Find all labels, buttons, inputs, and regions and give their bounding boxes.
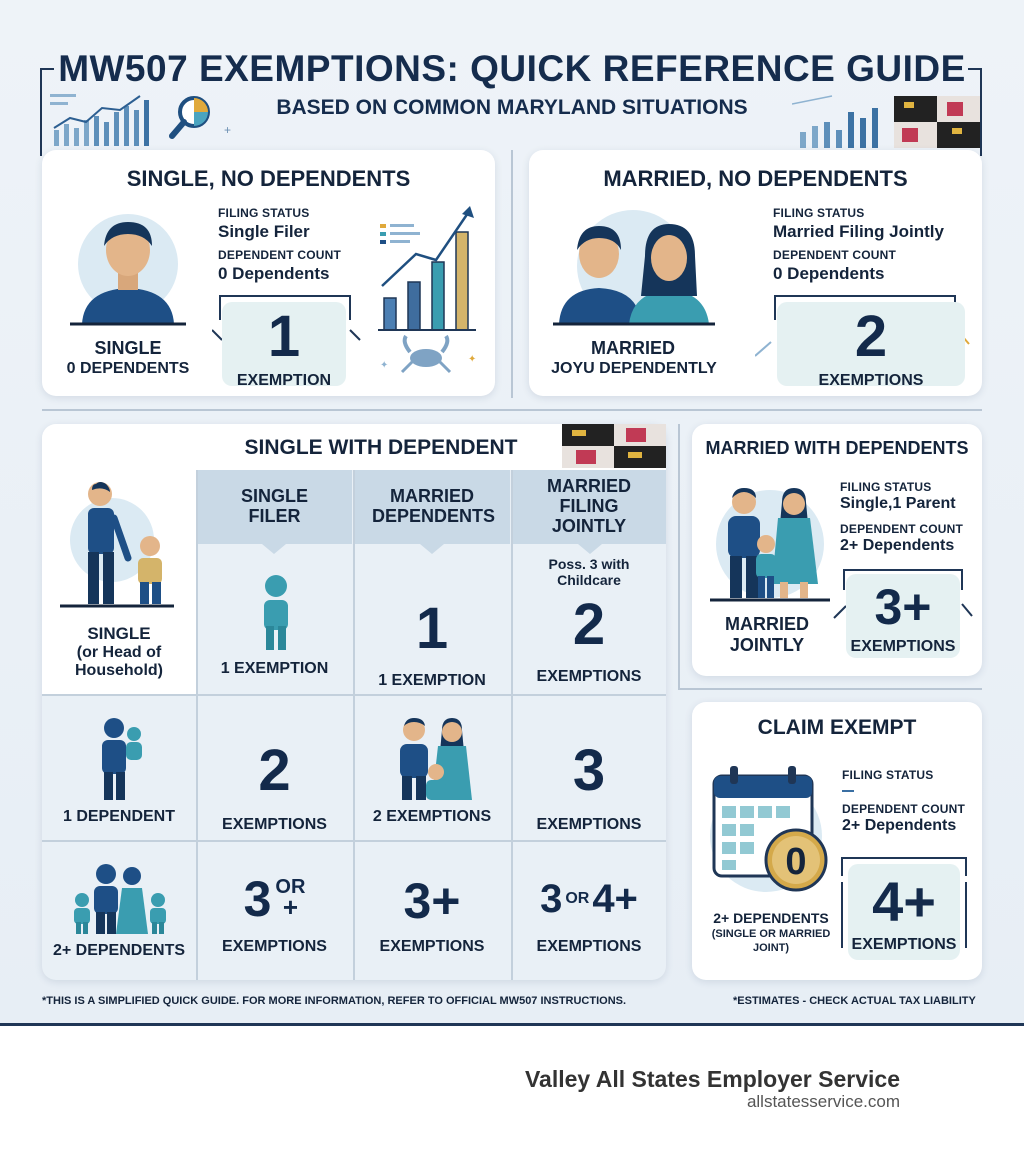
calendar-zero: 0 xyxy=(785,841,807,883)
cell-or: OR xyxy=(275,876,306,899)
chevron-down-icon xyxy=(578,544,602,554)
caption-dependently: JOYU DEPENDENTLY xyxy=(551,360,717,377)
cell-label: EXEMPTIONS xyxy=(536,668,642,686)
cell-r1-c2 xyxy=(354,596,510,690)
dependent-count-value: 0 Dependents xyxy=(773,264,885,283)
page-title: MW507 EXEMPTIONS: QUICK REFERENCE GUIDE xyxy=(58,48,966,89)
column-header-married-filing-jointly xyxy=(512,470,666,544)
cell-r3-c2 xyxy=(354,873,510,956)
grid-line xyxy=(42,840,666,842)
filing-status-value: Married Filing Jointly xyxy=(773,222,944,241)
cell-or: OR xyxy=(565,890,590,907)
filing-status-value: Single,1 Parent xyxy=(840,495,956,512)
cell-number: 2 xyxy=(572,592,606,658)
married-couple-icon xyxy=(549,206,719,330)
cell-r3-c3 xyxy=(512,876,666,956)
column-header-label: MARRIED DEPENDENTS xyxy=(372,486,496,526)
dependent-count-label: DEPENDENT COUNT xyxy=(218,248,342,262)
brand-name: Valley All States Employer Service xyxy=(524,1066,900,1092)
table-title: SINGLE WITH DEPENDENT xyxy=(244,436,518,459)
cell-number: 3 xyxy=(243,871,272,927)
family-with-child-icon xyxy=(706,480,836,604)
cell-number: 1 xyxy=(415,596,449,661)
cell-label: 2 EXEMPTIONS xyxy=(372,808,492,825)
row-label-1-dependent: 1 DEPENDENT xyxy=(62,808,176,825)
filing-status-label: FILING STATUS xyxy=(218,206,310,220)
caption-single: SINGLE xyxy=(94,338,162,358)
cell-label: 1 EXEMPTION xyxy=(378,672,486,689)
caption-jointly: JOINTLY xyxy=(729,635,805,655)
cell-r2-c3 xyxy=(512,738,666,834)
card-claim-exempt xyxy=(692,702,982,980)
divider xyxy=(511,150,513,398)
dependent-count-label: DEPENDENT COUNT xyxy=(842,802,966,816)
filing-status-value: Single Filer xyxy=(218,222,310,241)
exemption-box xyxy=(777,302,965,389)
exemption-box xyxy=(222,302,346,389)
row-label-household: Household) xyxy=(75,662,163,679)
footer-note-left: *THIS IS A SIMPLIFIED QUICK GUIDE. FOR MORE INFORMATION, REFER TO OFFICIAL MW507 INSTRUCTIONS. xyxy=(42,995,627,1007)
cell-label: EXEMPTIONS xyxy=(536,938,642,955)
row-label-single: SINGLE xyxy=(87,624,151,643)
cell-label: EXEMPTIONS xyxy=(222,938,327,955)
cell-number: 3 xyxy=(572,738,606,803)
cell-plus: + xyxy=(282,892,298,923)
column-header-label: SINGLE FILER xyxy=(240,486,308,526)
cell-number: 3+ xyxy=(403,873,461,929)
cell-label: EXEMPTIONS xyxy=(222,816,327,833)
crab-icon xyxy=(380,336,476,372)
maryland-flag-chart-icon xyxy=(792,92,982,154)
card-married-no-dependents xyxy=(529,150,982,396)
caption-joint: JOINT) xyxy=(752,942,790,954)
bar-chart-icon xyxy=(50,92,160,148)
parent-child-icon xyxy=(58,476,182,612)
cell-label: EXEMPTIONS xyxy=(379,938,485,955)
row-label-head-of: (or Head of xyxy=(76,644,162,661)
exemption-label: EXEMPTIONS xyxy=(818,372,924,389)
filing-status-label: FILING STATUS xyxy=(840,480,932,494)
dependent-count-label: DEPENDENT COUNT xyxy=(840,522,964,536)
person-icon xyxy=(256,574,296,652)
caption-2-plus-dependents: 2+ DEPENDENTS xyxy=(713,910,829,926)
chevron-down-icon xyxy=(420,544,444,554)
cell-note: Poss. 3 with Childcare xyxy=(548,556,630,589)
dependent-count-label: DEPENDENT COUNT xyxy=(773,248,897,262)
column-header-label: MARRIED FILING JOINTLY xyxy=(547,476,631,536)
filing-status-label: FILING STATUS xyxy=(842,768,934,782)
cell-r1-c3 xyxy=(512,556,666,686)
exemption-box xyxy=(846,574,960,658)
grid-line xyxy=(42,694,666,696)
exemption-box xyxy=(848,864,960,960)
divider xyxy=(678,424,680,690)
card-married-with-dependents xyxy=(692,424,982,676)
brand-url[interactable]: allstatesservice.com xyxy=(746,1092,900,1111)
caption-married: MARRIED xyxy=(725,614,809,634)
exemption-label: EXEMPTIONS xyxy=(850,638,956,655)
cell-r3-c1 xyxy=(197,871,352,956)
column-header-single-filer xyxy=(197,470,352,544)
cell-label: 1 EXEMPTION xyxy=(220,660,329,677)
growth-chart-icon xyxy=(376,202,486,382)
cell-r2-c1 xyxy=(197,738,352,834)
calendar-icon xyxy=(704,762,834,896)
cell-number: 3 xyxy=(540,877,563,921)
page-subtitle: BASED ON COMMON MARYLAND SITUATIONS xyxy=(276,96,748,119)
magnifier-icon xyxy=(168,94,238,144)
exemption-label: EXEMPTIONS xyxy=(851,936,957,953)
cell-r1-c1 xyxy=(197,660,352,678)
exemption-number: 2 xyxy=(854,304,888,369)
exemption-label: EXEMPTION xyxy=(236,372,332,389)
divider xyxy=(678,688,982,690)
maryland-flag-icon xyxy=(562,422,666,468)
single-person-icon xyxy=(64,210,194,330)
dependent-count-value: 0 Dependents xyxy=(218,264,330,283)
chevron-down-icon xyxy=(262,544,286,554)
exemption-number: 4+ xyxy=(872,870,936,933)
svg-text:+: + xyxy=(224,123,232,137)
cell-number: 2 xyxy=(258,738,291,803)
card-title: CLAIM EXEMPT xyxy=(757,716,917,739)
card-title: MARRIED WITH DEPENDENTS xyxy=(705,438,969,458)
cell-label: EXEMPTIONS xyxy=(536,816,642,833)
bottom-rule xyxy=(0,1023,1024,1026)
divider xyxy=(42,409,982,411)
cell-number: 4+ xyxy=(592,877,638,921)
dependent-count-value: 2+ Dependents xyxy=(840,537,955,554)
card-title: MARRIED, NO DEPENDENTS xyxy=(603,166,908,191)
cell-r2-c2 xyxy=(354,808,510,826)
caption-dependents: 0 DEPENDENTS xyxy=(66,360,190,377)
column-header-married-dependents xyxy=(354,470,510,544)
card-single-no-dependents xyxy=(42,150,495,396)
exemption-number: 1 xyxy=(267,304,301,369)
parent-holding-child-icon xyxy=(92,716,152,802)
dependent-count-value: 2+ Dependents xyxy=(842,817,957,834)
card-title: SINGLE, NO DEPENDENTS xyxy=(126,166,411,191)
family-icon xyxy=(392,716,478,802)
caption-married: MARRIED xyxy=(591,338,675,358)
footer-note-right: *ESTIMATES - CHECK ACTUAL TAX LIABILITY xyxy=(733,995,976,1007)
large-family-icon xyxy=(70,862,174,936)
exemption-number: 3+ xyxy=(874,579,932,635)
caption-single-or-married: (SINGLE OR MARRIED xyxy=(711,928,831,940)
filing-status-dash xyxy=(842,790,854,792)
row-label-2-plus-dependents: 2+ DEPENDENTS xyxy=(52,942,186,959)
svg-text:✦: ✦ xyxy=(468,354,477,365)
filing-status-label: FILING STATUS xyxy=(773,206,865,220)
svg-text:✦: ✦ xyxy=(380,360,389,371)
